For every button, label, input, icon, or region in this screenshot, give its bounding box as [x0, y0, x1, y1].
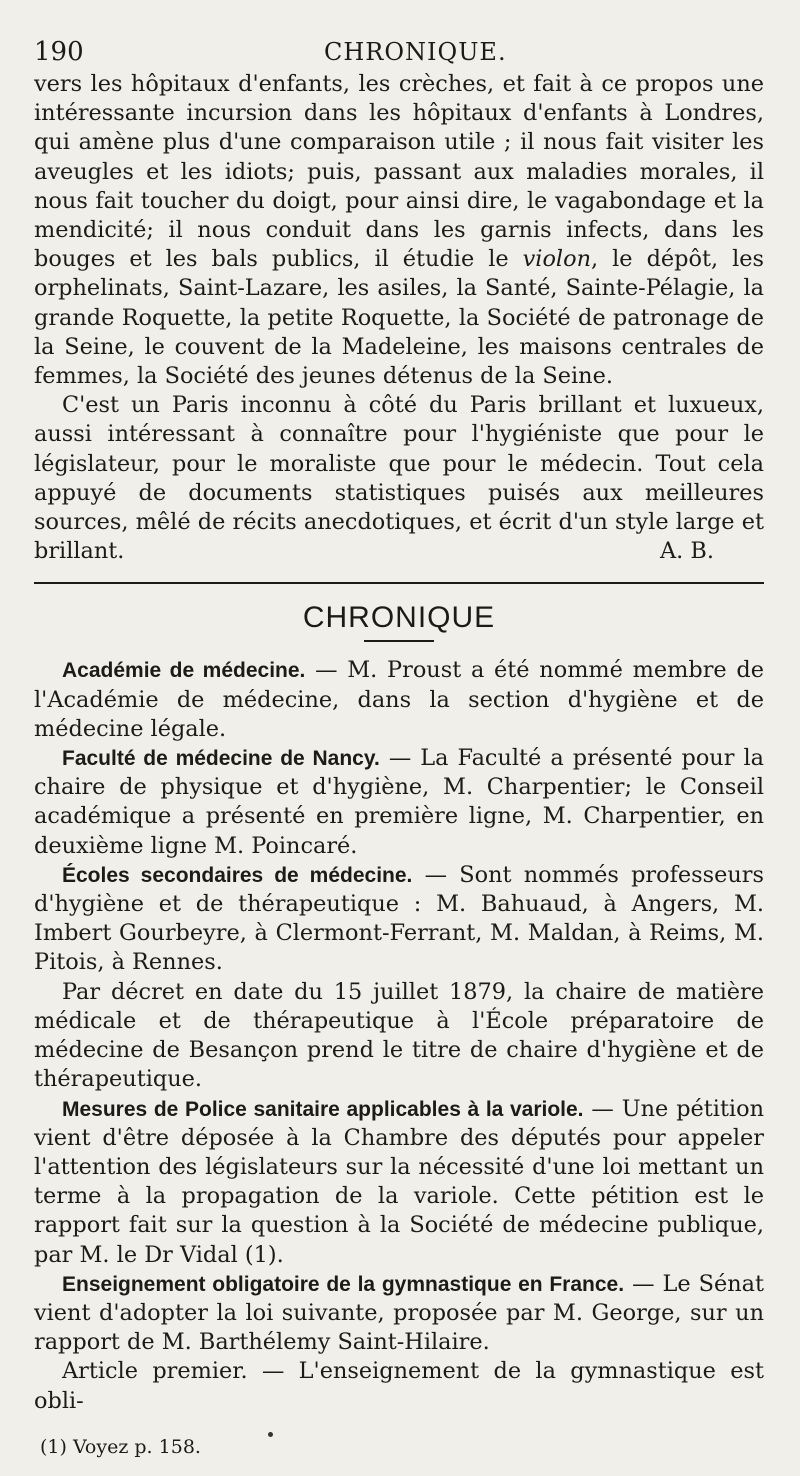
author-signature: A. B.: [660, 538, 714, 565]
section-title: CHRONIQUE: [302, 601, 496, 635]
item-text: — M. Proust a été nommé membre de l'Académie de médecine, dans la section d'hygiène et de médecine légale.: [34, 657, 764, 742]
item-heading: Mesures de Police sanitaire applicables à la variole.: [62, 1097, 584, 1121]
page-mark: [268, 1432, 273, 1437]
intro-italic-word: violon: [522, 246, 591, 273]
item-text: — Le Sénat vient d'adopter la loi suivante, proposée par M. George, sur un rapport de M. Barthélemy Saint-Hilaire.: [34, 1270, 764, 1356]
intro-text-2: C'est un Paris inconnu à côté du Paris brillant et luxueux, aussi intéressant à connaître pour l'hygiéniste que pour le législateur, pour le moraliste que pour le médecin. Tout cela appuyé de documents statistiques puisés aux meilleures sources, mêlé de récits anecdotiques, et écrit d'un style large et brillant.: [34, 392, 764, 565]
item-heading: Enseignement obligatoire de la gymnastique en France.: [62, 1272, 625, 1296]
intro-paragraph-1: [34, 70, 764, 391]
intro-text-a: vers les hôpitaux d'enfants, les crèches, et fait à ce propos une intéressante incursion dans les hôpitaux d'enfants à Londres, qui amène plus d'une comparaison utile ; il nous fait visiter les aveugles et les idiots; puis, passant aux maladies morales, il nous fait toucher du doigt, pour ainsi dire, le vagabondage et la mendicité; il nous conduit dans les garnis infects, dans les bouges et les bals publics, il étudie le: [34, 71, 764, 273]
news-item: [34, 1270, 764, 1358]
item-heading: Écoles secondaires de médecine.: [62, 863, 413, 887]
news-item: [34, 861, 764, 978]
page-number: 190: [34, 37, 84, 67]
news-item: [34, 1095, 764, 1270]
title-underline: [364, 640, 434, 642]
item-text: Par décret en date du 15 juillet 1879, la chaire de matière médicale et de thérapeutique à l'École préparatoire de médecine de Besançon prend le titre de chaire d'hygiène et de thérapeutique.: [34, 978, 764, 1093]
item-text: — La Faculté a présenté pour la chaire de physique et d'hygiène, M. Charpentier; le Conseil académique a présenté en première ligne, M. Charpentier, en deuxième ligne M. Poincaré.: [34, 745, 764, 859]
footnote: (1) Voyez p. 158.: [40, 1435, 201, 1458]
running-title: CHRONIQUE.: [324, 38, 507, 66]
news-item: [34, 978, 764, 1095]
item-text: Article premier. — L'enseignement de la gymnastique est obli-: [34, 1358, 764, 1414]
item-text: — Sont nommés professeurs d'hygiène et de thérapeutique : M. Bahuaud, à Angers, M. Imbert Gourbeyre, à Clermont-Ferrant, M. Maldan, à Reims, M. Pitois, à Rennes.: [34, 861, 765, 976]
item-text: — Une pétition vient d'être déposée à la Chambre des députés pour appeler l'attention des législateurs sur la nécessité d'une loi mettant un terme à la propagation de la variole. Cette pétition est le rapport fait sur la question à la Société de médecine publique, par M. le Dr Vidal (1).: [34, 1095, 764, 1268]
news-item: [34, 744, 764, 861]
news-item: [34, 656, 764, 744]
news-item: [34, 1357, 764, 1415]
page: [34, 34, 764, 1460]
page-header: [34, 34, 764, 70]
intro-paragraph-2: [34, 391, 764, 566]
item-heading: Faculté de médecine de Nancy.: [62, 747, 380, 771]
item-heading: Académie de médecine.: [62, 659, 306, 683]
section-divider: [34, 582, 764, 584]
intro-text-b: , le dépôt, les orphelinats, Saint-Lazare, les asiles, la Santé, Sainte-Pélagie, la grande Roquette, la petite Roquette, la Société de patronage de la Seine, le couvent de la Madeleine, les maisons centrales de femmes, la Société des jeunes détenus de la Seine.: [34, 246, 764, 390]
